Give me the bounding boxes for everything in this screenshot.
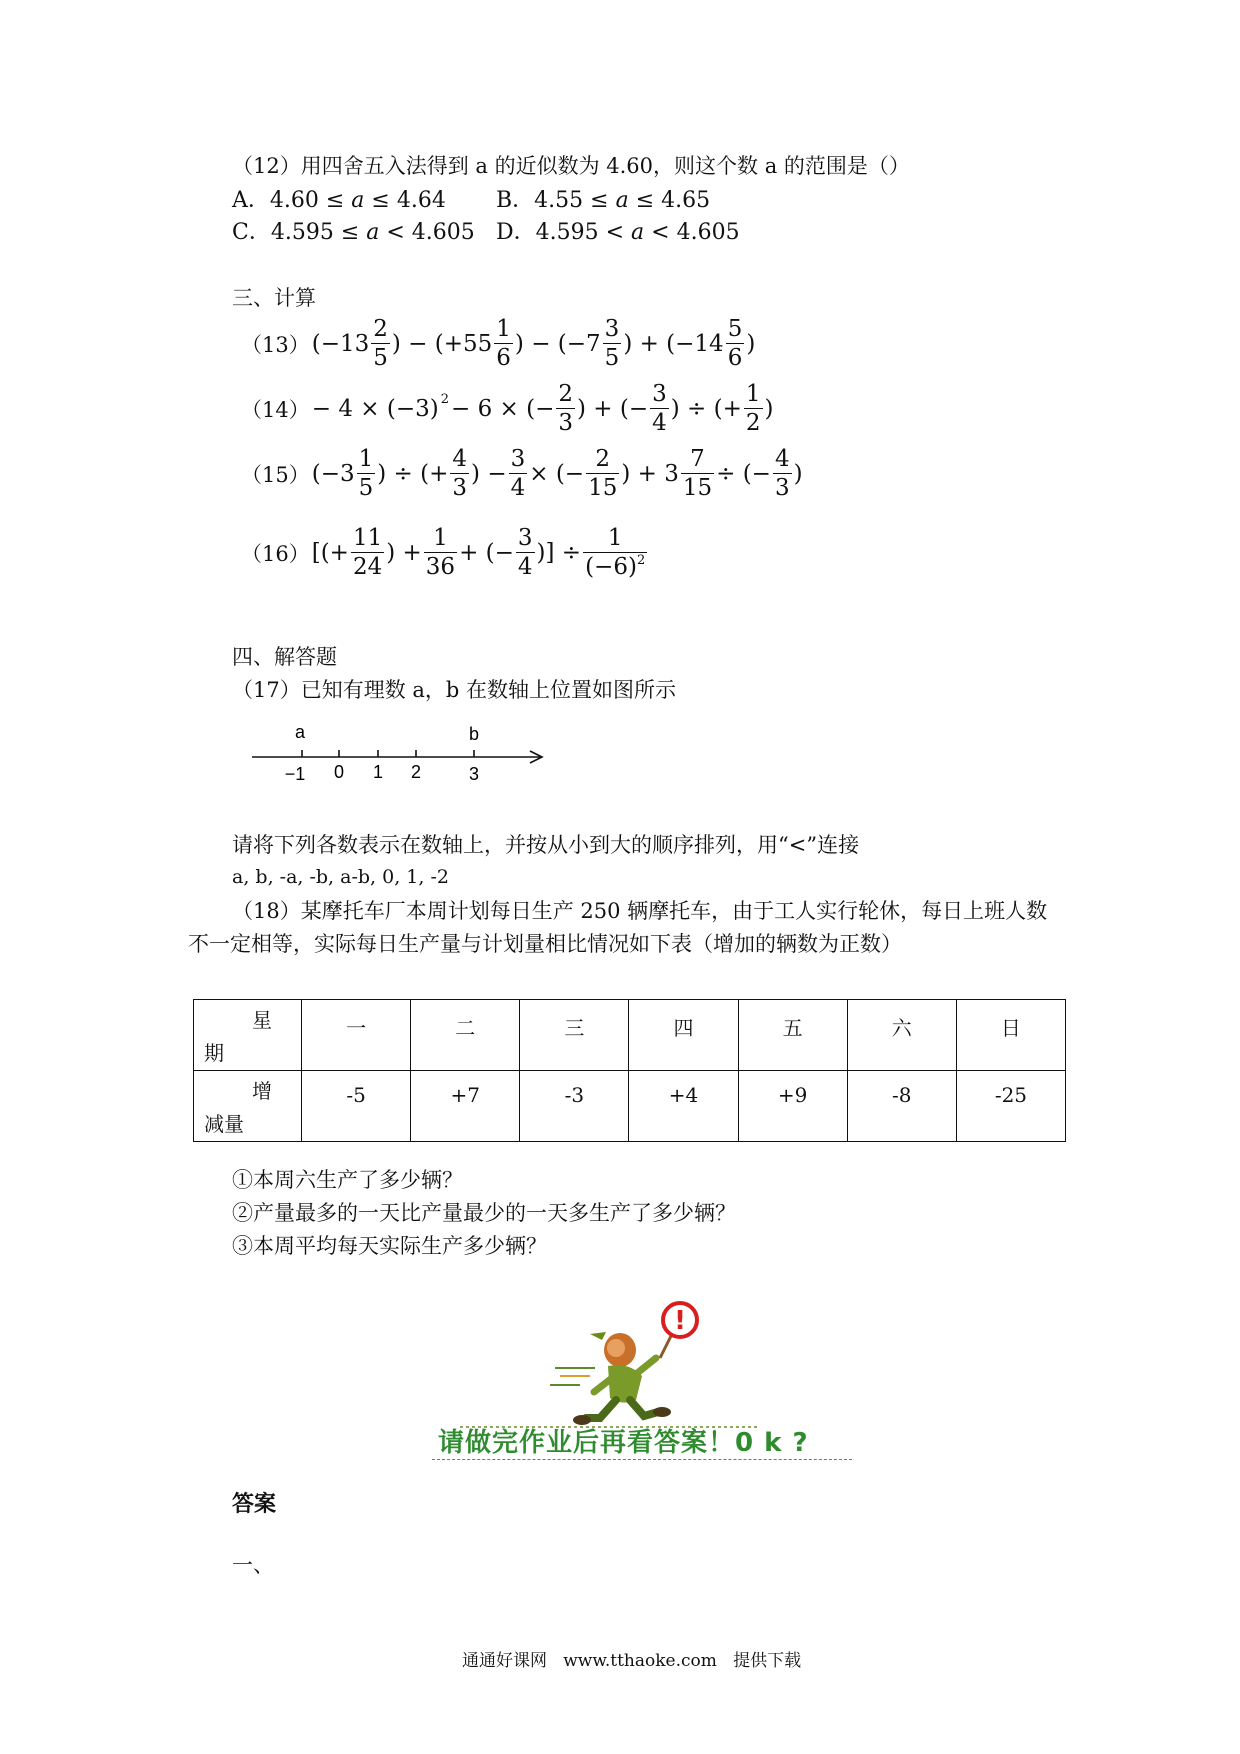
q17-instruction: 请将下列各数表示在数轴上，并按从小到大的顺序排列，用“<”连接: [232, 833, 860, 857]
page-footer: 通通好课网 www.tthaoke.com 提供下载: [462, 1651, 802, 1671]
q12-option-a: A．4.60 ≤ a ≤ 4.64: [232, 188, 446, 213]
q17-stem: （17）已知有理数 a，b 在数轴上位置如图所示: [232, 678, 677, 702]
q15-expression: （15） (−3 $\frac{1}{5}$ ) ÷ (+ $\frac{4}{3}$ ) − $\frac{3}{4}$ × (− $\frac{2}{15}$ ) + 3 $\frac{7}{15}$ ÷ (− $\frac{4}{3}$ ): [241, 446, 803, 501]
q16-expression: （16） [(+ $\frac{11}{24}$ ) + $\frac{1}{36}$ + (− $\frac{3}{4}$ )] ÷ $\frac{1}{(-6)^2}$: [241, 525, 646, 580]
q12-option-c: C．4.595 ≤ a < 4.605: [232, 220, 475, 245]
change-cell: -5: [302, 1071, 411, 1142]
weekday-cell: 四: [629, 1000, 738, 1071]
change-cell: -25: [956, 1071, 1065, 1142]
tick-label: −1: [284, 764, 306, 784]
q18-stem-line2: 不一定相等，实际每日生产量与计划量相比情况如下表（增加的辆数为正数）: [188, 932, 902, 956]
q12-option-d: D．4.595 < a < 4.605: [496, 220, 740, 245]
q13-expression: （13） (−13 $\frac{2}{5}$ ) − (+55 $\frac{1}{6}$ ) − (−7 $\frac{3}{5}$ ) + (−14 $\frac{5}{6}$ ): [241, 316, 756, 371]
section-4-title: 四、解答题: [232, 645, 337, 669]
exclamation-sign-icon: [660, 1303, 697, 1358]
svg-text:!: !: [674, 1306, 686, 1336]
table-row: [194, 1071, 1066, 1142]
weekday-header: 星 期: [194, 1000, 302, 1071]
weekday-cell: 二: [411, 1000, 520, 1071]
answer-title: 答案: [232, 1492, 277, 1517]
weekday-cell: 三: [520, 1000, 629, 1071]
q12-option-b: B．4.55 ≤ a ≤ 4.65: [496, 188, 711, 213]
banner-text: 请做完作业后再看答案！0 k ?: [438, 1428, 809, 1458]
tick-label: 3: [468, 764, 480, 784]
banner-bottom-rule: [432, 1459, 852, 1460]
change-cell: +9: [738, 1071, 847, 1142]
q18-sub1: ①本周六生产了多少辆？: [232, 1168, 463, 1192]
section-3-title: 三、计算: [232, 286, 316, 310]
production-table: [193, 999, 1066, 1142]
q12-stem: （12）用四舍五入法得到 a 的近似数为 4.60，则这个数 a 的范围是（）: [232, 154, 910, 178]
change-cell: +7: [411, 1071, 520, 1142]
q18-sub2: ②产量最多的一天比产量最少的一天多生产了多少辆？: [232, 1201, 736, 1225]
tick-label: 1: [372, 762, 384, 782]
weekday-cell: 六: [847, 1000, 956, 1071]
tick-label: 2: [410, 762, 422, 782]
weekday-cell: 一: [302, 1000, 411, 1071]
weekday-cell: 五: [738, 1000, 847, 1071]
q17-numbers: a, b, -a, -b, a-b, 0, 1, -2: [232, 866, 449, 888]
change-cell: -3: [520, 1071, 629, 1142]
point-a-label: a: [294, 722, 306, 742]
change-cell: -8: [847, 1071, 956, 1142]
change-header: 增 减量: [194, 1071, 302, 1142]
q18-sub3: ③本周平均每天实际生产多少辆？: [232, 1234, 547, 1258]
number-line: [240, 720, 560, 785]
change-cell: +4: [629, 1071, 738, 1142]
tick-label: 0: [333, 762, 345, 782]
weekday-cell: 日: [956, 1000, 1065, 1071]
running-figure-icon: [573, 1332, 671, 1425]
table-row: [194, 1000, 1066, 1071]
answer-section-1: 一、: [232, 1553, 274, 1577]
q14-expression: （14） − 4 × (−3) 2 − 6 × (− $\frac{2}{3}$ ) + (− $\frac{3}{4}$ ) ÷ (+ $\frac{1}{2}$ ): [241, 381, 774, 436]
point-b-label: b: [468, 724, 480, 744]
q18-stem-line1: （18）某摩托车厂本周计划每日生产 250 辆摩托车，由于工人实行轮休，每日上班人数: [232, 899, 1048, 923]
